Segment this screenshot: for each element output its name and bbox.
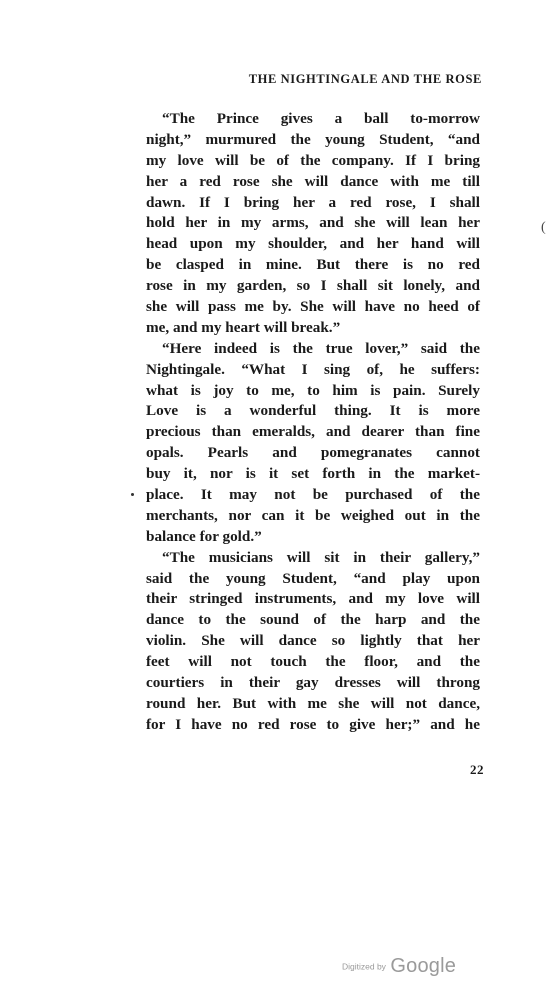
text-line: balance for gold.” bbox=[146, 527, 262, 545]
text-line: said the young Student, “and play upon bbox=[146, 569, 480, 587]
text-line: merchants, nor can it be weighed out in the bbox=[146, 506, 480, 524]
text-line: night,” murmured the young Student, “and bbox=[146, 130, 480, 148]
text-line: what is joy to me, to him is pain. Surely bbox=[146, 381, 480, 399]
text-line: their stringed instruments, and my love will bbox=[146, 590, 480, 608]
text-line: Love is a wonderful thing. It is more bbox=[146, 402, 480, 420]
text-line: buy it, nor is it set forth in the market- bbox=[146, 465, 480, 483]
text-line: her a red rose she will dance with me till bbox=[146, 172, 480, 190]
margin-mark: ( bbox=[541, 220, 546, 235]
google-logo: Google bbox=[390, 955, 457, 977]
text-line: violin. She will dance so lightly that her bbox=[146, 632, 480, 650]
text-line: me, and my heart will break.” bbox=[146, 318, 341, 336]
text-line: “The musicians will sit in their gallery,” bbox=[162, 548, 480, 566]
text-line: precious than emeralds, and dearer than fine bbox=[146, 423, 480, 441]
margin-dot bbox=[131, 493, 134, 496]
text-line: opals. Pearls and pomegranates cannot bbox=[146, 444, 480, 462]
running-header: THE NIGHTINGALE AND THE ROSE bbox=[248, 72, 482, 86]
digitized-watermark bbox=[342, 955, 456, 978]
text-line: “Here indeed is the true lover,” said the bbox=[162, 339, 480, 357]
text-line: “The Prince gives a ball to-morrow bbox=[162, 110, 480, 127]
page-number: 22 bbox=[470, 762, 484, 777]
text-line: she will pass me by. She will have no heed of bbox=[146, 298, 480, 316]
text-line: be clasped in mine. But there is no red bbox=[146, 256, 480, 274]
body-text bbox=[146, 109, 480, 736]
text-line: courtiers in their gay dresses will throng bbox=[146, 674, 480, 692]
text-line: dance to the sound of the harp and the bbox=[146, 611, 480, 629]
text-line: my love will be of the company. If I bring bbox=[146, 151, 480, 169]
text-line: rose in my garden, so I shall sit lonely, and bbox=[146, 277, 480, 295]
text-line: dawn. If I bring her a red rose, I shall bbox=[146, 193, 480, 211]
text-line: place. It may not be purchased of the bbox=[146, 486, 480, 504]
text-line: head upon my shoulder, and her hand will bbox=[146, 235, 480, 253]
text-line: for I have no red rose to give her;” and he bbox=[146, 715, 480, 733]
text-line: hold her in my arms, and she will lean her bbox=[146, 214, 480, 232]
text-line: round her. But with me she will not dance, bbox=[146, 694, 480, 712]
text-line: feet will not touch the floor, and the bbox=[146, 653, 480, 671]
digitized-by-label: Digitized by bbox=[342, 961, 386, 972]
text-line: Nightingale. “What I sing of, he suffers: bbox=[146, 360, 480, 378]
